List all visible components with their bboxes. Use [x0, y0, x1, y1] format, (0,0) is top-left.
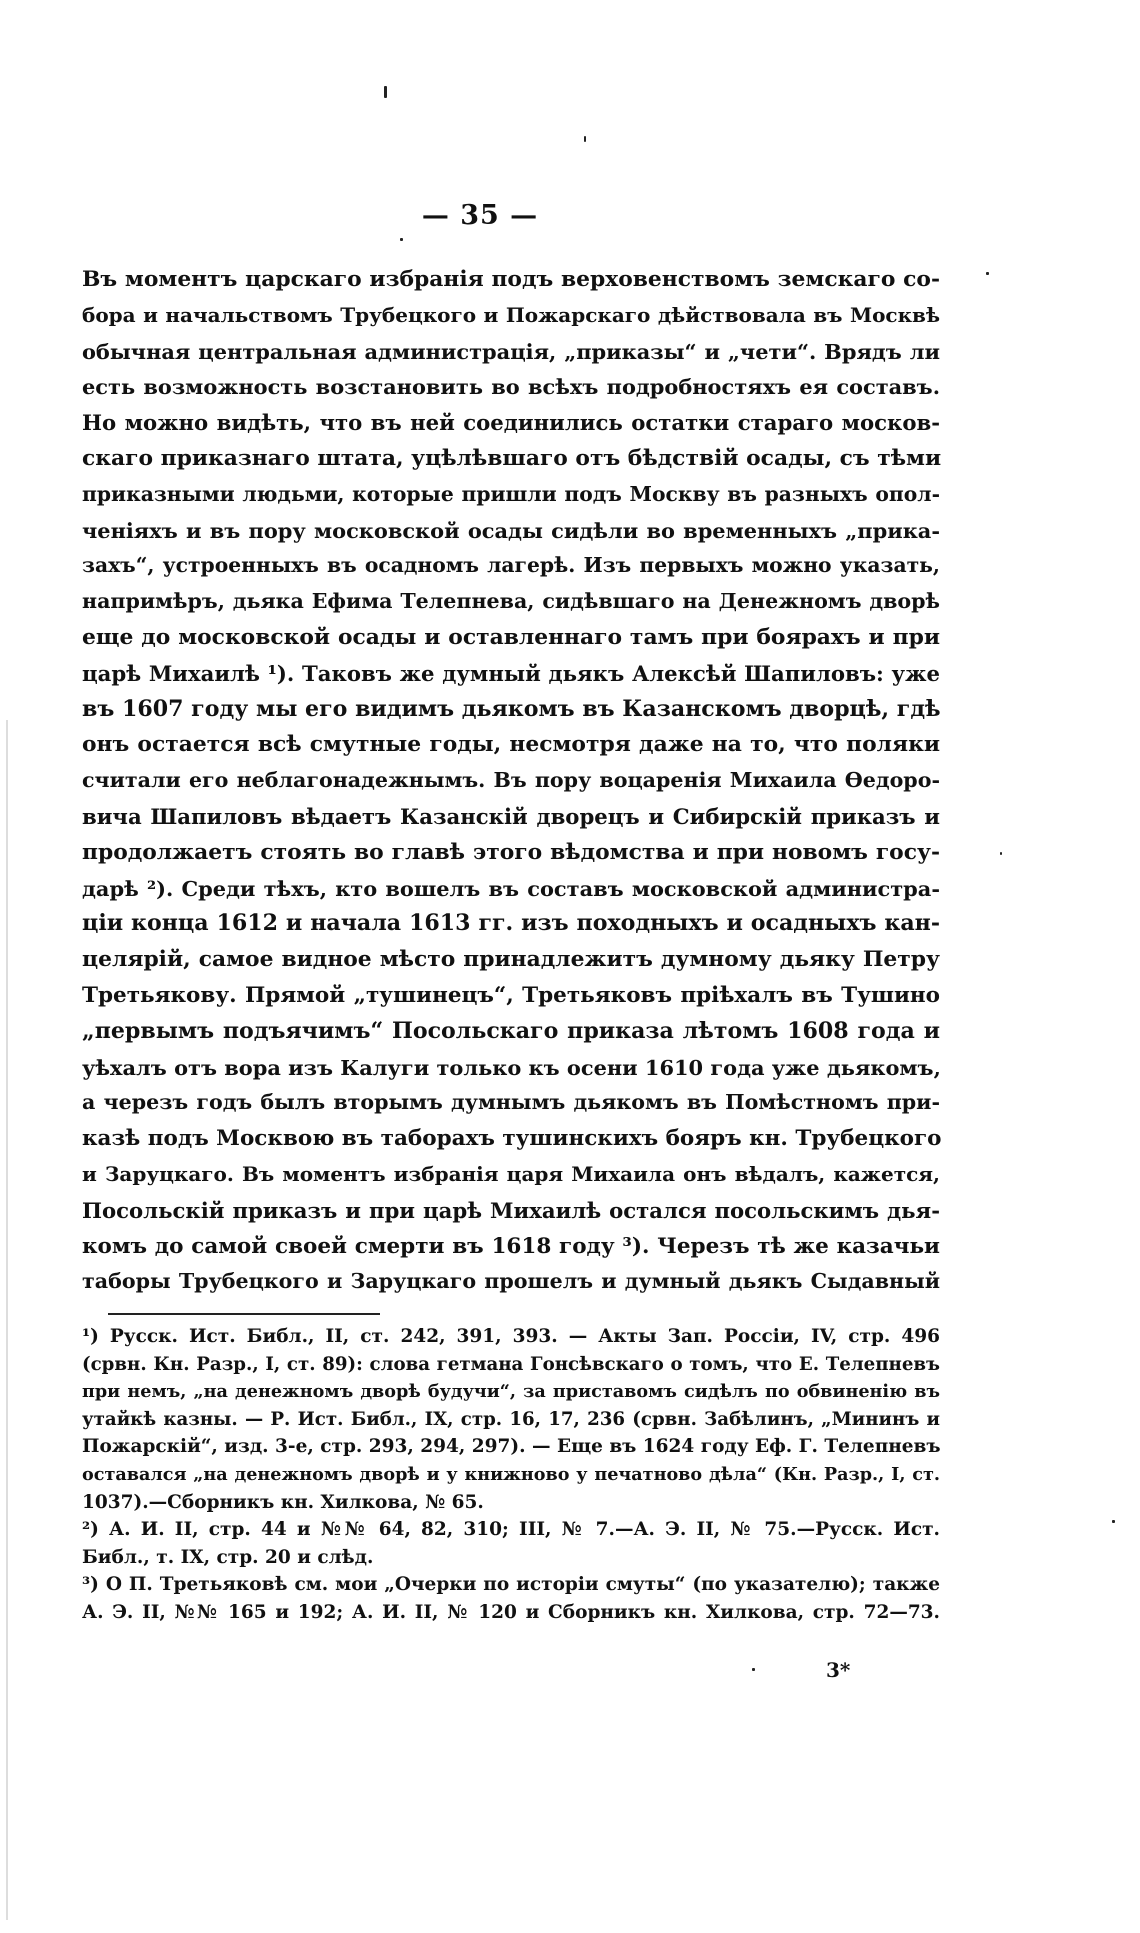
text-line: приказными людьми, которые пришли подъ Москву въ разныхъ опол-: [82, 481, 940, 506]
text-line: захъ“, устроенныхъ въ осадномъ лагерѣ. Изъ первыхъ можно указать,: [82, 553, 940, 578]
text-line: въ 1607 году мы его видимъ дьякомъ въ Казанскомъ дворцѣ, гдѣ: [82, 695, 941, 722]
signature-mark: 3*: [826, 1658, 851, 1682]
footnote-line: ²) А. И. II, стр. 44 и №№ 64, 82, 310; III, № 7.—А. Э. II, № 75.—Русск. Ист.: [82, 1519, 940, 1541]
text-line: считали его неблагонадежнымъ. Въ пору воцаренія Михаила Ѳедоро-: [82, 768, 940, 793]
footnote-line: ³) О П. Третьяковѣ см. мои „Очерки по исторіи смуты“ (по указателю); также: [82, 1574, 940, 1596]
scan-speck: [752, 1668, 755, 1671]
scan-speck: [384, 86, 387, 98]
text-line: напримѣръ, дьяка Ефима Телепнева, сидѣвшаго на Денежномъ дворѣ: [82, 589, 940, 614]
scan-speck: [986, 272, 989, 275]
scan-speck: [1112, 1520, 1115, 1523]
text-line: Третьякову. Прямой „тушинецъ“, Третьяковъ пріѣхалъ въ Тушино: [82, 982, 940, 1008]
text-line: комъ до самой своей смерти въ 1618 году ³). Черезъ тѣ же казачьи: [82, 1233, 940, 1259]
text-line: „первымъ подъячимъ“ Посольскаго приказа лѣтомъ 1608 года и: [82, 1017, 940, 1044]
text-line: онъ остается всѣ смутные годы, несмотря даже на то, что поляки: [82, 732, 940, 758]
text-line: Въ моментъ царскаго избранія подъ верховенствомъ земскаго со-: [82, 267, 940, 292]
page-number: — 35 —: [421, 200, 539, 231]
text-line: целярій, самое видное мѣсто принадлежитъ думному дьяку Петру: [82, 947, 940, 973]
scan-speck: [400, 238, 403, 241]
text-line: царѣ Михаилѣ ¹). Таковъ же думный дьякъ Алексѣй Шапиловъ: уже: [82, 660, 940, 686]
footnote-divider: [108, 1313, 380, 1315]
text-line: казѣ подъ Москвою въ таборахъ тушинскихъ бояръ кн. Трубецкого: [82, 1126, 942, 1152]
text-line: продолжаетъ стоять во главѣ этого вѣдомства и при новомъ госу-: [82, 839, 940, 865]
footnote-line: Библ., т. IX, стр. 20 и слѣд.: [82, 1546, 374, 1568]
footnote-line: утайкѣ казны. — Р. Ист. Библ., IX, стр. 16, 17, 236 (срвн. Забѣлинъ, „Мининъ и: [82, 1408, 940, 1430]
text-line: Посольскій приказъ и при царѣ Михаилѣ остался посольскимъ дья-: [82, 1197, 940, 1223]
text-line: ціи конца 1612 и начала 1613 гг. изъ походныхъ и осадныхъ кан-: [82, 910, 940, 937]
footnote-line: при немъ, „на денежномъ дворѣ будучи“, за приставомъ сидѣлъ по обвиненію въ: [82, 1381, 940, 1403]
text-line: дарѣ ²). Среди тѣхъ, кто вошелъ въ составъ московской администра-: [82, 875, 940, 901]
text-line: есть возможность возстановить во всѣхъ подробностяхъ ея составъ.: [82, 374, 940, 400]
scan-speck: [1000, 852, 1002, 855]
text-line: уѣхалъ отъ вора изъ Калуги только къ осени 1610 года уже дьякомъ,: [82, 1054, 941, 1080]
footnote-line: Пожарскій“, изд. 3-е, стр. 293, 294, 297). — Еще въ 1624 году Еф. Г. Телепневъ: [82, 1436, 941, 1458]
text-line: Но можно видѣть, что въ ней соединились остатки стараго москов-: [82, 410, 940, 436]
scan-edge-shadow: [6, 720, 8, 1920]
footnote-line: ¹) Русск. Ист. Библ., II, ст. 242, 391, 393. — Акты Зап. Россіи, IV, стр. 496: [82, 1326, 940, 1347]
footnote-line: (срвн. Кн. Разр., I, ст. 89): слова гетмана Гонсѣвскаго о томъ, что Е. Телепневъ: [82, 1353, 940, 1375]
text-line: скаго приказнаго штата, уцѣлѣвшаго отъ бѣдствій осады, съ тѣми: [82, 445, 942, 471]
footnotes: [82, 1323, 940, 1627]
text-line: а черезъ годъ былъ вторымъ думнымъ дьякомъ въ Помѣстномъ при-: [82, 1090, 940, 1115]
text-line: ченіяхъ и въ пору московской осады сидѣли во временныхъ „прика-: [82, 517, 940, 543]
main-text: [82, 262, 940, 1300]
text-line: вича Шапиловъ вѣдаетъ Казанскій дворецъ и Сибирскій приказъ и: [82, 803, 940, 829]
footnote-line: оставался „на денежномъ дворѣ и у книжново у печатново дѣла“ (Кн. Разр., I, ст.: [82, 1463, 940, 1485]
text-line: обычная центральная администрація, „приказы“ и „чети“. Врядъ ли: [82, 338, 940, 364]
text-line: и Заруцкаго. Въ моментъ избранія царя Михаила онъ вѣдалъ, кажется,: [82, 1161, 940, 1186]
text-line: бора и начальствомъ Трубецкого и Пожарскаго дѣйствовала въ Москвѣ: [82, 302, 940, 327]
footnote-line: 1037).—Сборникъ кн. Хилкова, № 65.: [82, 1491, 484, 1513]
text-line: еще до московской осады и оставленнаго тамъ при боярахъ и при: [82, 624, 940, 650]
text-line: таборы Трубецкого и Заруцкаго прошелъ и думный дьякъ Сыдавный: [82, 1269, 940, 1294]
scan-speck: [584, 136, 586, 142]
footnote-line: А. Э. II, №№ 165 и 192; А. И. II, № 120 и Сборникъ кн. Хилкова, стр. 72—73.: [82, 1601, 940, 1623]
